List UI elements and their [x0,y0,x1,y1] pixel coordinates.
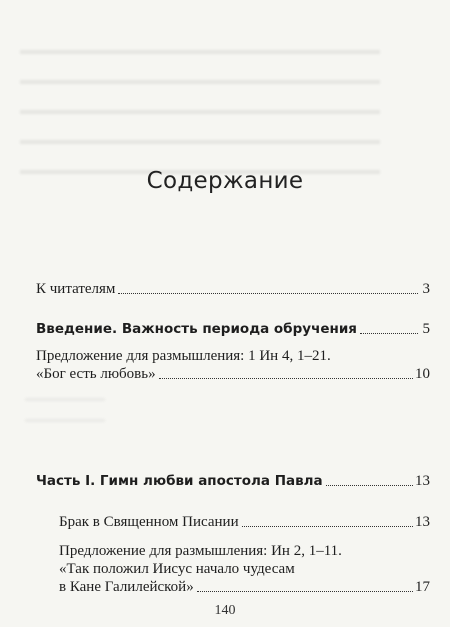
toc-entry-title: «Бог есть любовь» [36,366,156,382]
toc-page-number: 5 [422,321,430,337]
page-number: 140 [214,603,236,618]
toc-entry-line: Предложение для размышления: 1 Ин 4, 1–21. [36,348,331,364]
toc-entry [59,513,430,531]
show-through-text [25,380,105,440]
toc-entry [36,347,430,383]
toc-entry-title: К читателям [36,281,116,297]
toc-entry [36,320,430,338]
toc-entry-title: Брак в Священном Писании [59,514,239,530]
toc-entry [59,542,430,596]
toc-entry [36,280,430,298]
toc-page-number: 3 [422,281,430,297]
page-title: Содержание [146,168,304,194]
show-through-text [20,28,380,188]
dot-leader [197,591,413,592]
toc-entry-title: Введение. Важность периода обручения [36,321,357,337]
dot-leader [326,485,413,486]
toc-entry-title: Часть I. Гимн любви апостола Павла [36,473,323,489]
toc-entry [36,472,430,490]
toc-entry-line: «Так положил Иисус начало чудесам [59,561,295,577]
dot-leader [360,333,418,334]
toc-page-number: 13 [415,514,430,530]
toc-page-number: 10 [415,366,430,382]
dot-leader [118,293,418,294]
dot-leader [159,378,413,379]
toc-entry-line: Предложение для размышления: Ин 2, 1–11. [59,543,342,559]
toc-page-number: 13 [415,473,430,489]
dot-leader [242,526,413,527]
toc-entry-title: в Кане Галилейской» [59,579,194,595]
toc-page-number: 17 [415,579,430,595]
